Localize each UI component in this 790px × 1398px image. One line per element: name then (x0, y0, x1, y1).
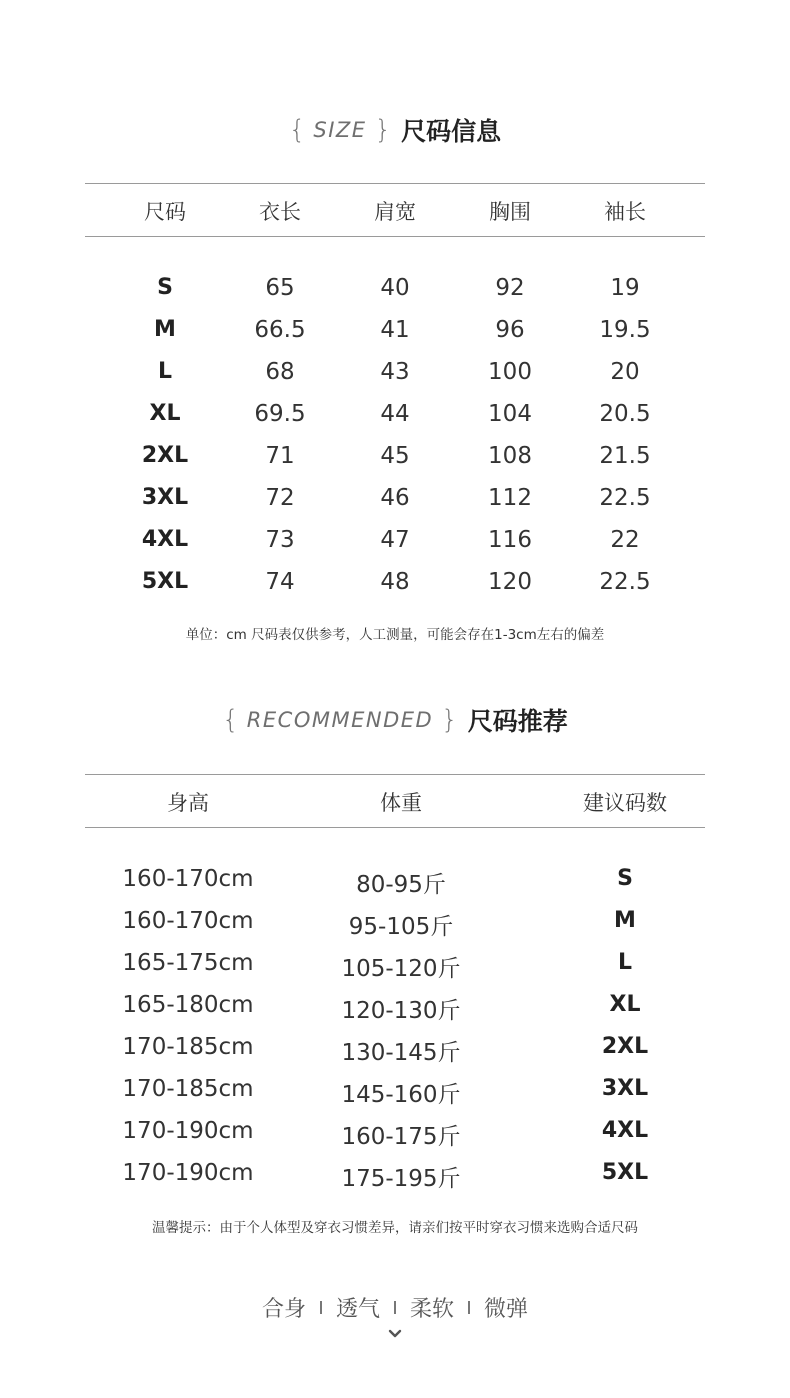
size-table-cell: 74 (265, 569, 295, 595)
left-brace: { (288, 115, 306, 145)
recommend-table-cell: 160-175斤 (341, 1124, 461, 1150)
size-table-cell: 45 (380, 443, 410, 469)
size-header-cell: 衣长 (259, 200, 301, 224)
size-table-cell: 71 (265, 443, 295, 469)
size-table-cell: 41 (380, 317, 410, 343)
recommend-table-cell: 3XL (601, 1076, 649, 1101)
recommend-title-cn: 尺码推荐 (467, 707, 568, 736)
size-table-cell: 96 (495, 317, 525, 343)
size-table-cell: 48 (380, 569, 410, 595)
size-note: 单位：cm 尺码表仅供参考，人工测量，可能会存在1-3cm左右的偏差 (185, 627, 605, 643)
size-header-cell: 胸围 (489, 200, 531, 224)
size-table-cell: 40 (380, 275, 410, 301)
size-table-cell: 2XL (141, 443, 189, 468)
recommend-table-cell: S (617, 866, 633, 891)
size-table-cell: M (154, 317, 176, 342)
right-brace: } (441, 705, 458, 735)
recommend-table-cell: 4XL (601, 1118, 649, 1143)
size-table-cell: 72 (265, 485, 295, 511)
size-table-cell: 100 (488, 359, 532, 385)
size-title-cn: 尺码信息 (401, 117, 502, 146)
recommend-table-cell: 170-190cm (122, 1118, 254, 1144)
size-table-cell: 47 (380, 527, 410, 553)
size-table-cell: 22.5 (599, 569, 651, 595)
size-table-cell: 20.5 (599, 401, 651, 427)
recommend-title-en: RECOMMENDED (246, 708, 434, 732)
feature-separator (320, 1301, 322, 1314)
size-table-cell: 120 (488, 569, 532, 595)
recommend-header-cell: 体重 (380, 791, 422, 815)
size-table-cell: XL (149, 401, 181, 426)
size-table-cell: 22 (610, 527, 640, 553)
recommend-table-cell: 170-185cm (122, 1076, 254, 1102)
size-table-cell: 69.5 (254, 401, 306, 427)
recommend-table-header-rule (85, 827, 705, 828)
size-table-cell: L (157, 359, 173, 384)
size-table-cell: 21.5 (599, 443, 651, 469)
recommend-table-cell: 165-180cm (122, 992, 254, 1018)
size-table-cell: 66.5 (254, 317, 306, 343)
size-table-cell: 73 (265, 527, 295, 553)
recommend-section-title (0, 702, 790, 738)
recommend-table-cell: 5XL (601, 1160, 649, 1185)
recommend-table-cell: L (617, 950, 633, 975)
feature-list (0, 1292, 790, 1323)
size-table-cell: 112 (488, 485, 532, 511)
recommend-table-cell: 130-145斤 (341, 1040, 461, 1066)
feature-item: 透气 (335, 1297, 380, 1322)
recommend-table-cell: 145-160斤 (341, 1082, 461, 1108)
size-table-cell: S (157, 275, 173, 300)
recommend-table-cell: M (614, 908, 636, 933)
recommend-table-cell: 175-195斤 (341, 1166, 461, 1192)
size-table-top-rule (85, 183, 705, 184)
size-header-cell: 尺码 (144, 200, 186, 224)
size-table-cell: 19 (610, 275, 640, 301)
size-table-cell: 68 (265, 359, 295, 385)
recommend-table-cell: 170-185cm (122, 1034, 254, 1060)
size-table-cell: 104 (488, 401, 532, 427)
feature-separator (468, 1301, 470, 1314)
size-table-cell: 5XL (141, 569, 189, 594)
size-table-cell: 116 (488, 527, 532, 553)
recommend-table-cell: 95-105斤 (348, 914, 454, 940)
recommend-note: 温馨提示：由于个人体型及穿衣习惯差异，请亲们按平时穿衣习惯来选购合适尺码 (152, 1220, 638, 1236)
feature-item: 合身 (261, 1297, 306, 1322)
recommend-table-cell: 170-190cm (122, 1160, 254, 1186)
right-brace: } (374, 115, 392, 145)
recommend-header-cell: 建议码数 (583, 791, 667, 815)
size-table-cell: 65 (265, 275, 295, 301)
size-table-cell: 4XL (141, 527, 189, 552)
recommend-table-cell: XL (609, 992, 641, 1017)
size-header-cell: 肩宽 (374, 200, 416, 224)
recommend-table-cell: 80-95斤 (356, 872, 446, 898)
size-table-cell: 46 (380, 485, 410, 511)
size-header-cell: 袖长 (604, 200, 646, 224)
size-table-cell: 20 (610, 359, 640, 385)
recommend-table-cell: 105-120斤 (341, 956, 461, 982)
size-table-cell: 22.5 (599, 485, 651, 511)
recommend-table-cell: 2XL (601, 1034, 649, 1059)
recommend-table-top-rule (85, 774, 705, 775)
recommend-header-cell: 身高 (167, 791, 209, 815)
size-table-cell: 19.5 (599, 317, 651, 343)
recommend-table-cell: 160-170cm (122, 866, 254, 892)
size-table-cell: 3XL (141, 485, 189, 510)
recommend-table-cell: 165-175cm (122, 950, 254, 976)
left-brace: { (222, 705, 239, 735)
size-section-title (0, 112, 790, 148)
recommend-table-cell: 120-130斤 (341, 998, 461, 1024)
size-table-cell: 108 (488, 443, 532, 469)
size-table-cell: 44 (380, 401, 410, 427)
recommend-table-cell: 160-170cm (122, 908, 254, 934)
feature-separator (394, 1301, 396, 1314)
size-table-header-rule (85, 236, 705, 237)
size-table-cell: 43 (380, 359, 410, 385)
chevron-down-icon (387, 1326, 403, 1342)
size-table-cell: 92 (495, 275, 525, 301)
size-title-en: SIZE (313, 118, 367, 142)
feature-item: 微弹 (484, 1297, 529, 1322)
feature-item: 柔软 (410, 1297, 455, 1322)
